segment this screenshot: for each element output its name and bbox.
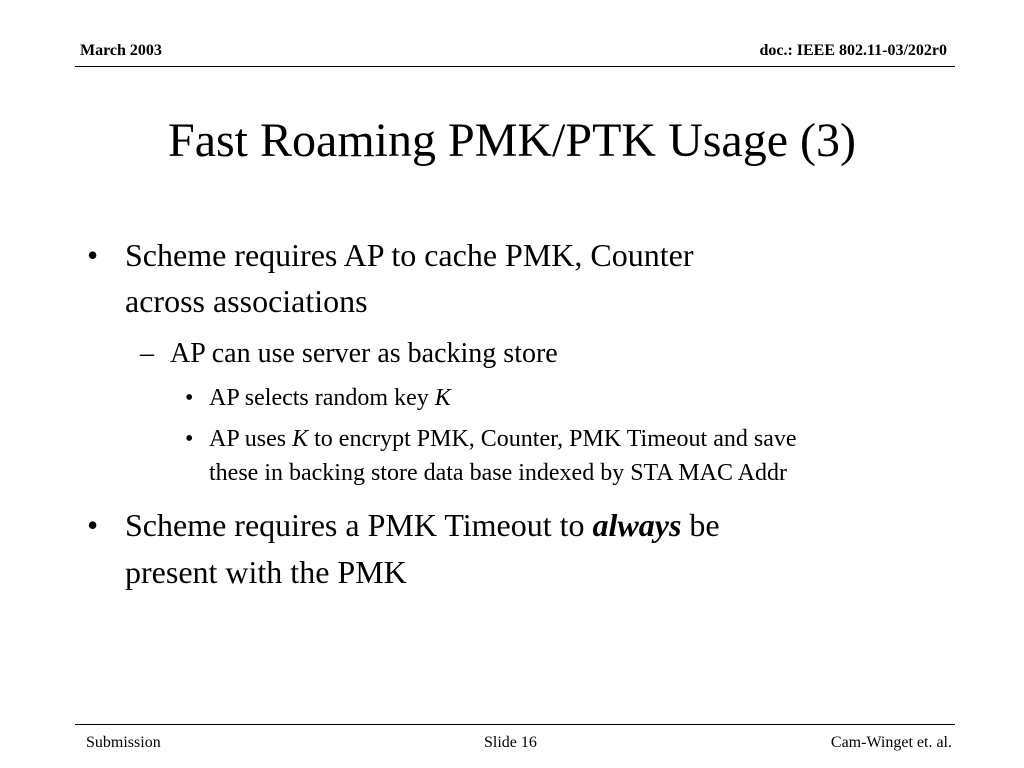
dash-marker: –	[140, 338, 154, 369]
bullet-marker: •	[185, 385, 194, 411]
sub-sub-bullet-text: AP selects random key	[209, 385, 435, 411]
bullet-text: Scheme requires AP to cache PMK, Counter	[125, 237, 694, 273]
header-doc-id: doc.: IEEE 802.11-03/202r0	[759, 42, 947, 59]
bullet-text: present with the PMK	[125, 554, 407, 590]
italic-variable: K	[292, 426, 309, 452]
sub-sub-bullet-text: AP uses	[209, 426, 293, 452]
bullet-text: be	[681, 507, 720, 543]
sub-sub-bullet-item-2-continued	[209, 456, 787, 490]
sub-bullet-text: AP can use server as backing store	[170, 338, 558, 369]
footer-divider	[75, 724, 955, 725]
footer-slide-number: Slide 16	[484, 734, 537, 751]
sub-sub-bullet-text: to encrypt PMK, Counter, PMK Timeout and save	[308, 426, 797, 452]
bullet-item-2	[87, 502, 720, 548]
bullet-item-2-continued	[125, 549, 407, 595]
bullet-text: across associations	[125, 283, 368, 319]
emphasis-text: always	[592, 507, 682, 543]
sub-bullet-item-1	[140, 335, 558, 373]
bullet-item-1	[87, 232, 694, 278]
sub-sub-bullet-item-1	[185, 381, 451, 415]
bullet-item-1-continued	[125, 278, 368, 324]
bullet-marker: •	[87, 237, 99, 273]
bullet-text: Scheme requires a PMK Timeout to	[125, 507, 593, 543]
header-divider	[75, 66, 955, 67]
italic-variable: K	[434, 385, 451, 411]
sub-sub-bullet-text: these in backing store data base indexed by STA MAC Addr	[209, 460, 787, 486]
footer-authors: Cam-Winget et. al.	[830, 734, 952, 751]
bullet-marker: •	[87, 507, 99, 543]
footer-submission: Submission	[86, 734, 161, 751]
sub-sub-bullet-item-2	[185, 422, 797, 456]
header-date: March 2003	[80, 42, 162, 59]
slide-title: Fast Roaming PMK/PTK Usage (3)	[168, 114, 856, 167]
bullet-marker: •	[185, 426, 194, 452]
